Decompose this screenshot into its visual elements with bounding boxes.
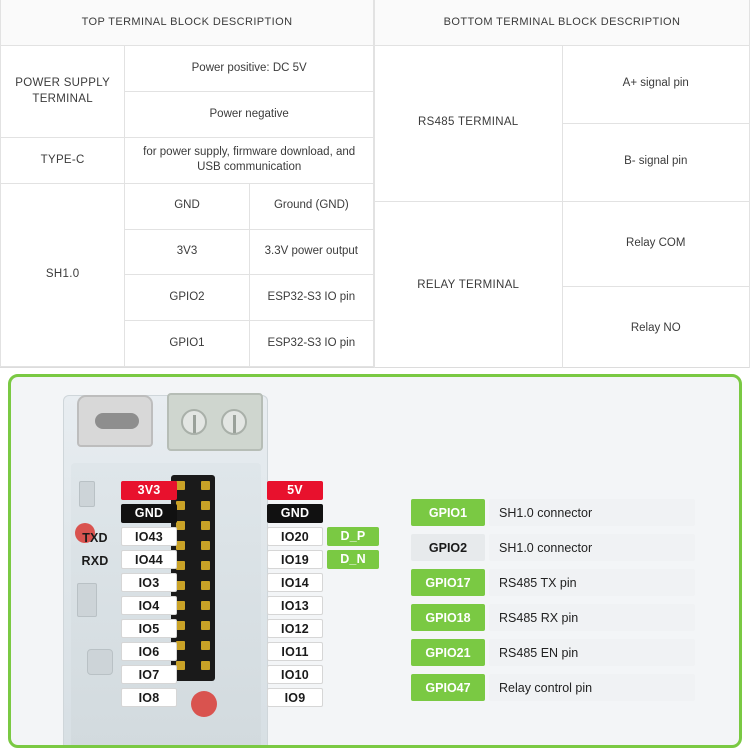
component-icon	[77, 583, 97, 617]
row-desc-power-positive: Power positive: DC 5V	[125, 46, 374, 92]
pin-label-io8: IO8	[121, 688, 177, 707]
row-desc-gpio1: ESP32-S3 IO pin	[249, 321, 373, 367]
pin-label-io6: IO6	[121, 642, 177, 661]
top-table-header: TOP TERMINAL BLOCK DESCRIPTION	[1, 0, 374, 46]
row-label-rs485-terminal: RS485 TERMINAL	[375, 45, 563, 201]
legend-value-gpio1: SH1.0 connector	[489, 499, 695, 526]
pin-label-rxd: RXD	[81, 554, 109, 568]
legend-key-gpio47: GPIO47	[411, 674, 485, 701]
pin-label-io44: IO44	[121, 550, 177, 569]
pin-label-io7: IO7	[121, 665, 177, 684]
row-label-power-supply-terminal: POWER SUPPLY TERMINAL	[1, 46, 125, 138]
row-desc-type-c: for power supply, firmware download, and USB communication	[125, 137, 374, 183]
button-icon	[191, 691, 217, 717]
screw-icon	[221, 409, 247, 435]
row-desc-b-signal-pin: B- signal pin	[562, 123, 750, 201]
row-desc-relay-com: Relay COM	[562, 201, 750, 286]
row-desc-3v3: 3.3V power output	[249, 229, 373, 275]
pin-label-io20: IO20	[267, 527, 323, 546]
pin-label-io19: IO19	[267, 550, 323, 569]
component-icon	[79, 481, 95, 507]
legend-key-gpio2: GPIO2	[411, 534, 485, 561]
screw-icon	[181, 409, 207, 435]
pin-label-io5: IO5	[121, 619, 177, 638]
legend-key-gpio17: GPIO17	[411, 569, 485, 596]
pin-label-3v3: 3V3	[121, 481, 177, 500]
legend-key-gpio21: GPIO21	[411, 639, 485, 666]
legend-value-gpio18: RS485 RX pin	[489, 604, 695, 631]
pinout-figure	[0, 368, 750, 750]
row-label-sh10: SH1.0	[1, 183, 125, 366]
pin-label-d-n: D_N	[327, 550, 379, 569]
row-pin-gpio2: GPIO2	[125, 275, 249, 321]
row-desc-gnd: Ground (GND)	[249, 183, 373, 229]
pin-label-io13: IO13	[267, 596, 323, 615]
legend-item	[411, 499, 695, 526]
table-row	[1, 46, 374, 92]
pin-label-io11: IO11	[267, 642, 323, 661]
legend-item	[411, 569, 695, 596]
row-pin-3v3: 3V3	[125, 229, 249, 275]
legend-item	[411, 604, 695, 631]
pin-label-5v: 5V	[267, 481, 323, 500]
usb-c-connector-icon	[77, 395, 153, 447]
legend-item	[411, 534, 695, 561]
pin-label-d-p: D_P	[327, 527, 379, 546]
pin-label-io9: IO9	[267, 688, 323, 707]
table-row	[1, 183, 374, 229]
top-terminal-block-table	[0, 0, 374, 367]
row-pin-gpio1: GPIO1	[125, 321, 249, 367]
row-desc-power-negative: Power negative	[125, 92, 374, 138]
bottom-terminal-block-table	[374, 0, 750, 372]
row-label-relay-terminal: RELAY TERMINAL	[375, 201, 563, 371]
legend-item	[411, 674, 695, 701]
legend-value-gpio2: SH1.0 connector	[489, 534, 695, 561]
legend-item	[411, 639, 695, 666]
legend-key-gpio1: GPIO1	[411, 499, 485, 526]
legend-value-gpio17: RS485 TX pin	[489, 569, 695, 596]
pin-label-io43: IO43	[121, 527, 177, 546]
pin-label-gnd-right: GND	[267, 504, 323, 523]
gpio-legend	[411, 499, 695, 709]
legend-value-gpio21: RS485 EN pin	[489, 639, 695, 666]
table-header-row	[375, 0, 750, 45]
bottom-table-header: BOTTOM TERMINAL BLOCK DESCRIPTION	[375, 0, 750, 45]
row-label-type-c: TYPE-C	[1, 137, 125, 183]
legend-key-gpio18: GPIO18	[411, 604, 485, 631]
pin-label-io12: IO12	[267, 619, 323, 638]
table-row	[375, 201, 750, 286]
pin-header	[171, 475, 215, 681]
table-header-row	[1, 0, 374, 46]
pin-label-gnd-left: GND	[121, 504, 177, 523]
table-row	[375, 45, 750, 123]
pin-label-io14: IO14	[267, 573, 323, 592]
table-row	[1, 137, 374, 183]
terminal-description-tables	[0, 0, 750, 368]
screw-terminal-block	[167, 393, 263, 451]
row-desc-a-signal-pin: A+ signal pin	[562, 45, 750, 123]
pin-label-txd: TXD	[82, 531, 108, 545]
row-desc-relay-no: Relay NO	[562, 286, 750, 371]
pin-label-io10: IO10	[267, 665, 323, 684]
pin-label-io4: IO4	[121, 596, 177, 615]
row-pin-gnd: GND	[125, 183, 249, 229]
component-icon	[87, 649, 113, 675]
row-desc-gpio2: ESP32-S3 IO pin	[249, 275, 373, 321]
pinout-figure-frame	[8, 374, 742, 748]
pin-label-io3: IO3	[121, 573, 177, 592]
legend-value-gpio47: Relay control pin	[489, 674, 695, 701]
